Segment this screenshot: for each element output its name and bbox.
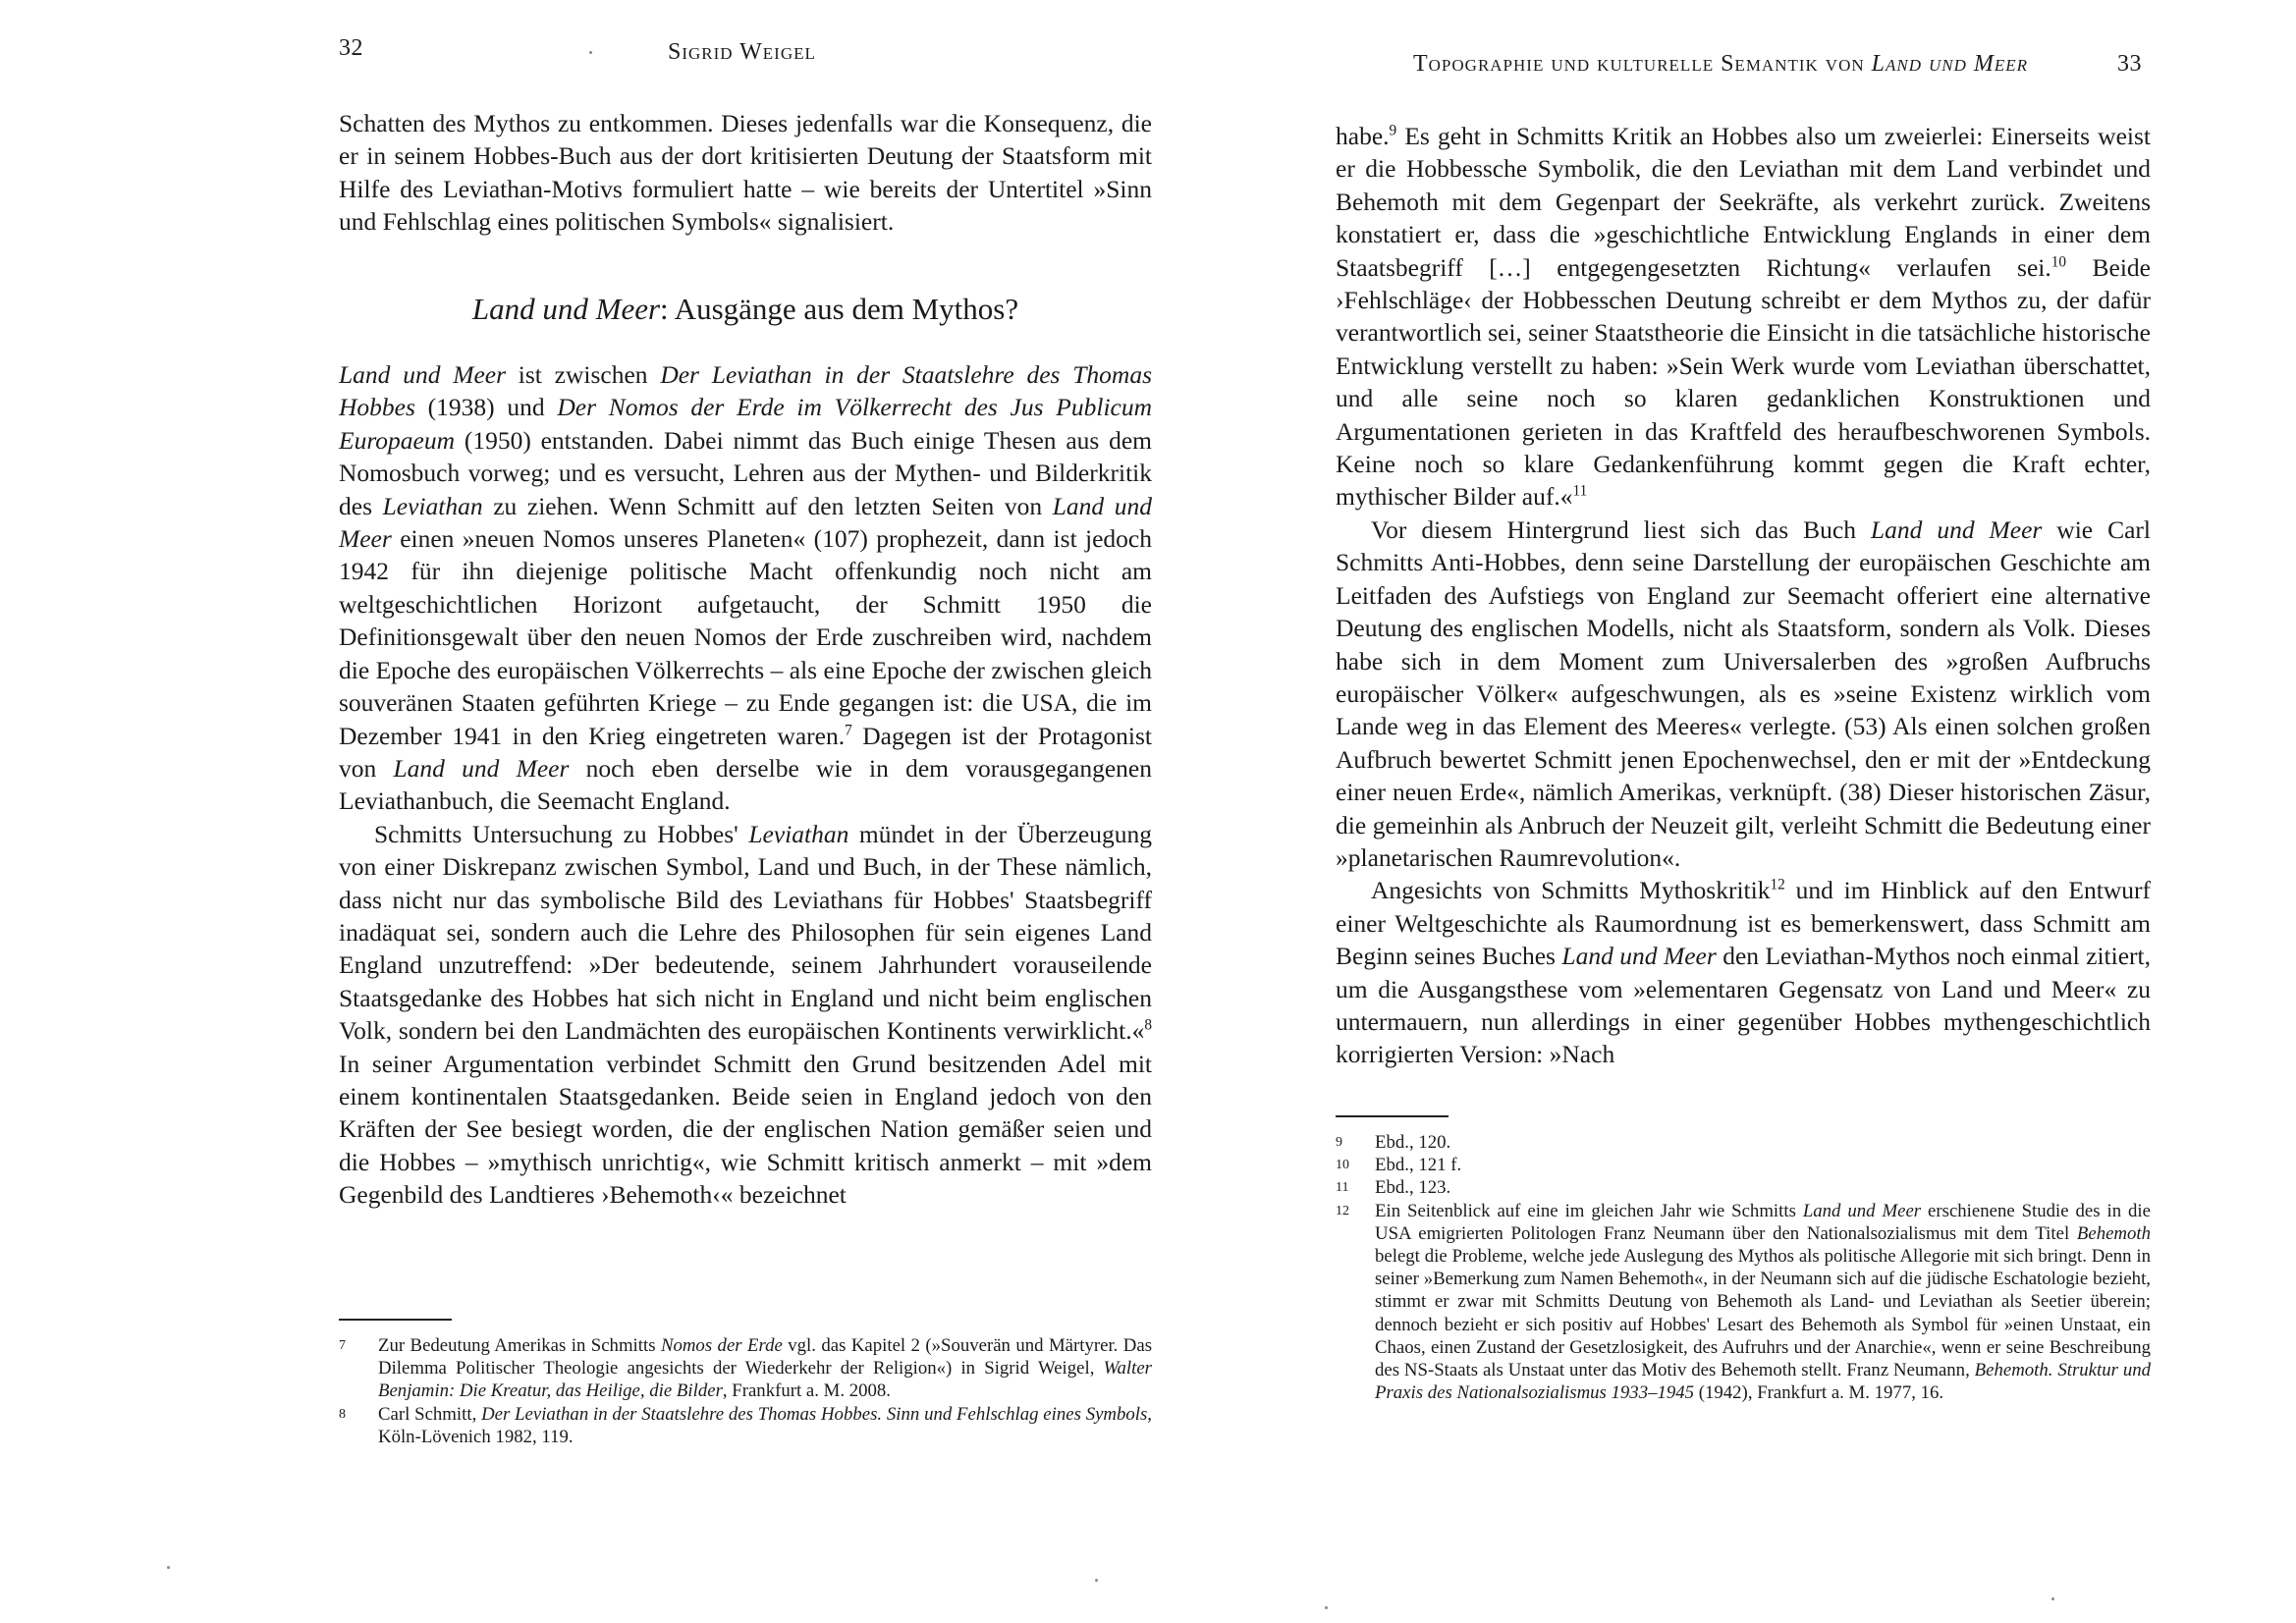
paragraph: Land und Meer ist zwischen Der Leviathan in der Staatslehre des Thomas Hobbes (1938) und Der Nomos der Erde im Völkerrecht des Jus Publicum Europaeum (1950) entstanden. Dabei nimmt das Buch einige Thesen aus dem Nomosbuch vorweg; und es versucht, Lehren aus der Mythen- und Bilderkritik des Leviathan zu ziehen. Wenn Schmitt auf den letzten Seiten von Land und Meer einen »neuen Nomos unseres Planeten« (107) prophezeit, dann ist jedoch 1942 für ihn diejenige politische Macht offenkundig noch nicht am weltgeschichtlichen Horizont aufgetaucht, der Schmitt 1950 die Definitionsgewalt über den neuen Nomos der Erde zuschreiben wird, nachdem die Epoche des europäischen Völkerrechts – als eine Epoche der zwischen gleich souveränen Staaten geführten Kriege – zu Ende gegangen ist: die USA, die im Dezember 1941 in den Krieg eingetreten waren.$^7$ Dagegen ist der Protagonist von Land und Meer noch eben derselbe wie in dem vorausgegangenen Leviathanbuch, die Seemacht England. — [339, 360, 1153, 816]
paragraph: Schmitts Untersuchung zu Hobbes' Leviathan mündet in der Überzeugung von einer Diskrepanz zwischen Symbol, Land und Buch, in der These nämlich, dass nicht nur das symbolische Bild des Leviathans für Hobbes' Staatsbegriff inadäquat sei, sondern auch die Lehre des Philosophen für sein eigenes Land England unzutreffend: »Der bedeutende, seinem Jahrhundert vorauseilende Staatsgedanke des Hobbes hat sich nicht in England und nicht beim englischen Volk, sondern bei den Landmächten des europäischen Kontinents verwirklicht.«$^8$ In seiner Argumentation verbindet Schmitt den Grund besitzenden Adel mit einem kontinentalen Staatsgedanken. Beide seien in England jedoch von den Kräften der See besiegt worden, die der englischen Nation gemäßer seien und die Hobbes – »mythisch unrichtig«, wie Schmitt kritisch anmerkt – mit »dem Gegenbild des Landtieres ›Behemoth‹« bezeichnet — [339, 819, 1153, 1210]
footnote-rule — [339, 1319, 452, 1321]
left-footnotes — [339, 1319, 1152, 1448]
footnote: 9 Ebd., 120. — [1336, 1132, 1451, 1153]
page-number-right: 33 — [2117, 51, 2142, 77]
right-body — [1336, 120, 2151, 1071]
footnote: 11 Ebd., 123. — [1336, 1177, 1451, 1199]
paragraph: Angesichts von Schmitts Mythoskritik$^{12}$ und im Hinblick auf den Entwurf einer Weltgeschichte als Raumordnung ist es bemerkenswert, dass Schmitt am Beginn seines Buches Land und Meer den Leviathan-Mythos noch einmal zitiert, um die Ausgangsthese vom »elementaren Gegensatz von Land und Meer« zu untermauern, nun allerdings in einer gegenüber Hobbes mythengeschichtlich korrigierten Version: »Nach — [1336, 876, 2151, 1069]
section-heading: Land und Meer: Ausgänge aus dem Mythos? — [471, 291, 1019, 326]
footnote-ref: 10 — [2050, 253, 2067, 271]
scan-speck — [1095, 1579, 1098, 1582]
footnote-ref: 11 — [1572, 482, 1588, 500]
footnote-ref: 8 — [1144, 1016, 1152, 1034]
footnote-ref: 7 — [845, 722, 852, 738]
scan-speck — [589, 51, 592, 54]
left-body — [339, 107, 1152, 1212]
footnote-ref: 9 — [1389, 122, 1397, 139]
scan-speck — [1325, 1606, 1328, 1609]
paragraph: habe.$^9$ Es geht in Schmitts Kritik an Hobbes also um zweierlei: Einerseits weist er die Hobbessche Symbolik, die den Leviathan mit dem Land verbindet und Behemoth mit dem Gegenpart der Seekräfte, als verkehrt zurück. Zweitens konstatiert er, dass die »geschichtliche Entwicklung Englands in einer dem Staatsbegriff […] entgegengesetzten Richtung« verlaufen sei.$^{10}$ Beide ›Fehlschläge‹ der Hobbesschen Deutung schreibt er dem Mythos zu, der dafür verantwortlich sei, seiner Staatstheorie die Einsicht in die tatsächliche historische Entwicklung verstellt zu haben: »Sein Werk wurde vom Leviathan überschattet, und alle seine noch so klaren gedanklichen Konstruktionen und Argumentationen gerieten in das Kraftfeld des heraufbeschworenen Symbols. Keine noch so klare Gedankenführung kommt gegen die Kraft echter, mythischer Bilder auf.«$^{11}$ — [1336, 122, 2152, 512]
footnote-rule — [1336, 1115, 1449, 1117]
footnote-ref: 12 — [1770, 876, 1785, 893]
footnote: 7 Zur Bedeutung Amerikas in Schmitts Nomos der Erde vgl. das Kapitel 2 (»Souverän und Märtyrer. Das Dilemma Politischer Theologie angesichts der Wiederkehr der Religion«) in Sigrid Weigel, Walter Benjamin: Die Kreatur, das Heilige, die Bilder, Frankfurt a. M. 2008. — [339, 1335, 1153, 1402]
paragraph: Schatten des Mythos zu entkommen. Dieses jedenfalls war die Konsequenz, die er in seinem Hobbes-Buch aus der dort kritisierten Deutung der Staatsform mit Hilfe des Leviathan-Motivs formuliert hatte – wie bereits der Untertitel »Sinn und Fehlschlag eines politischen Symbols« signalisiert. — [339, 109, 1152, 237]
paragraph: Vor diesem Hintergrund liest sich das Buch Land und Meer wie Carl Schmitts Anti-Hobbes, denn seine Darstellung der europäischen Geschichte am Leitfaden des Aufstiegs von England zur Seemacht offeriert eine alternative Deutung des englischen Modells, nicht als Staatsform, sondern als Volk. Dieses habe sich in dem Moment zum Universalerben des »großen Aufbruchs europäischer Völker« aufgeschwungen, als es »seine Existenz wirklich vom Lande weg in das Element des Meeres« verlegte. (53) Als einen solchen großen Aufbruch bewertet Schmitt jenen Epochenwechsel, den er mit der »Entdeckung einer neuen Erde«, nämlich Amerikas, verknüpft. (38) Dieser historischen Zäsur, die gemeinhin als Anbruch der Neuzeit gilt, verleiht Schmitt die Bedeutung einer »planetarischen Raumrevolution«. — [1336, 514, 2151, 872]
running-head-left: Sigrid Weigel — [668, 39, 816, 65]
page-number-left: 32 — [339, 35, 363, 61]
right-page — [1148, 0, 2296, 1623]
scan-speck — [167, 1566, 170, 1569]
right-footnotes — [1336, 1115, 2151, 1404]
footnote: 8 Carl Schmitt, Der Leviathan in der Staatslehre des Thomas Hobbes. Sinn und Fehlschlag eines Symbols, Köln-Lövenich 1982, 119. — [339, 1403, 1152, 1447]
scan-speck — [2051, 1597, 2054, 1600]
footnote: 10 Ebd., 121 f. — [1336, 1155, 1462, 1176]
running-head-right: Topographie und kulturelle Semantik von Land und Meer — [1413, 51, 2029, 77]
footnote: 12 Ein Seitenblick auf eine im gleichen Jahr wie Schmitts Land und Meer erschienene Studie des in die USA emigrierten Politologen Franz Neumann über den Nationalsozialismus mit dem Titel Behemoth belegt die Probleme, welche jede Auslegung des Mythos als politische Allegorie mit sich bringt. Denn in seiner »Bemerkung zum Namen Behemoth«, in der Neumann sich auf die jüdische Eschatologie bezieht, stimmt er zwar mit Schmitts Deutung von Behemoth als Land- und Leviathan als Seetier überein; dennoch bezieht er sich positiv auf Hobbes' Lesart des Behemoth als Symbol für »einen Unstaat, ein Chaos, einen Zustand der Gesetzlosigkeit, des Aufruhrs und der Anarchie«, wenn er seine Beschreibung des NS-Staats als Unstaat unter das Motiv des Behemoth stellt. Franz Neumann, Behemoth. Struktur und Praxis des Nationalsozialismus 1933–1945 (1942), Frankfurt a. M. 1977, 16. — [1336, 1200, 2151, 1404]
